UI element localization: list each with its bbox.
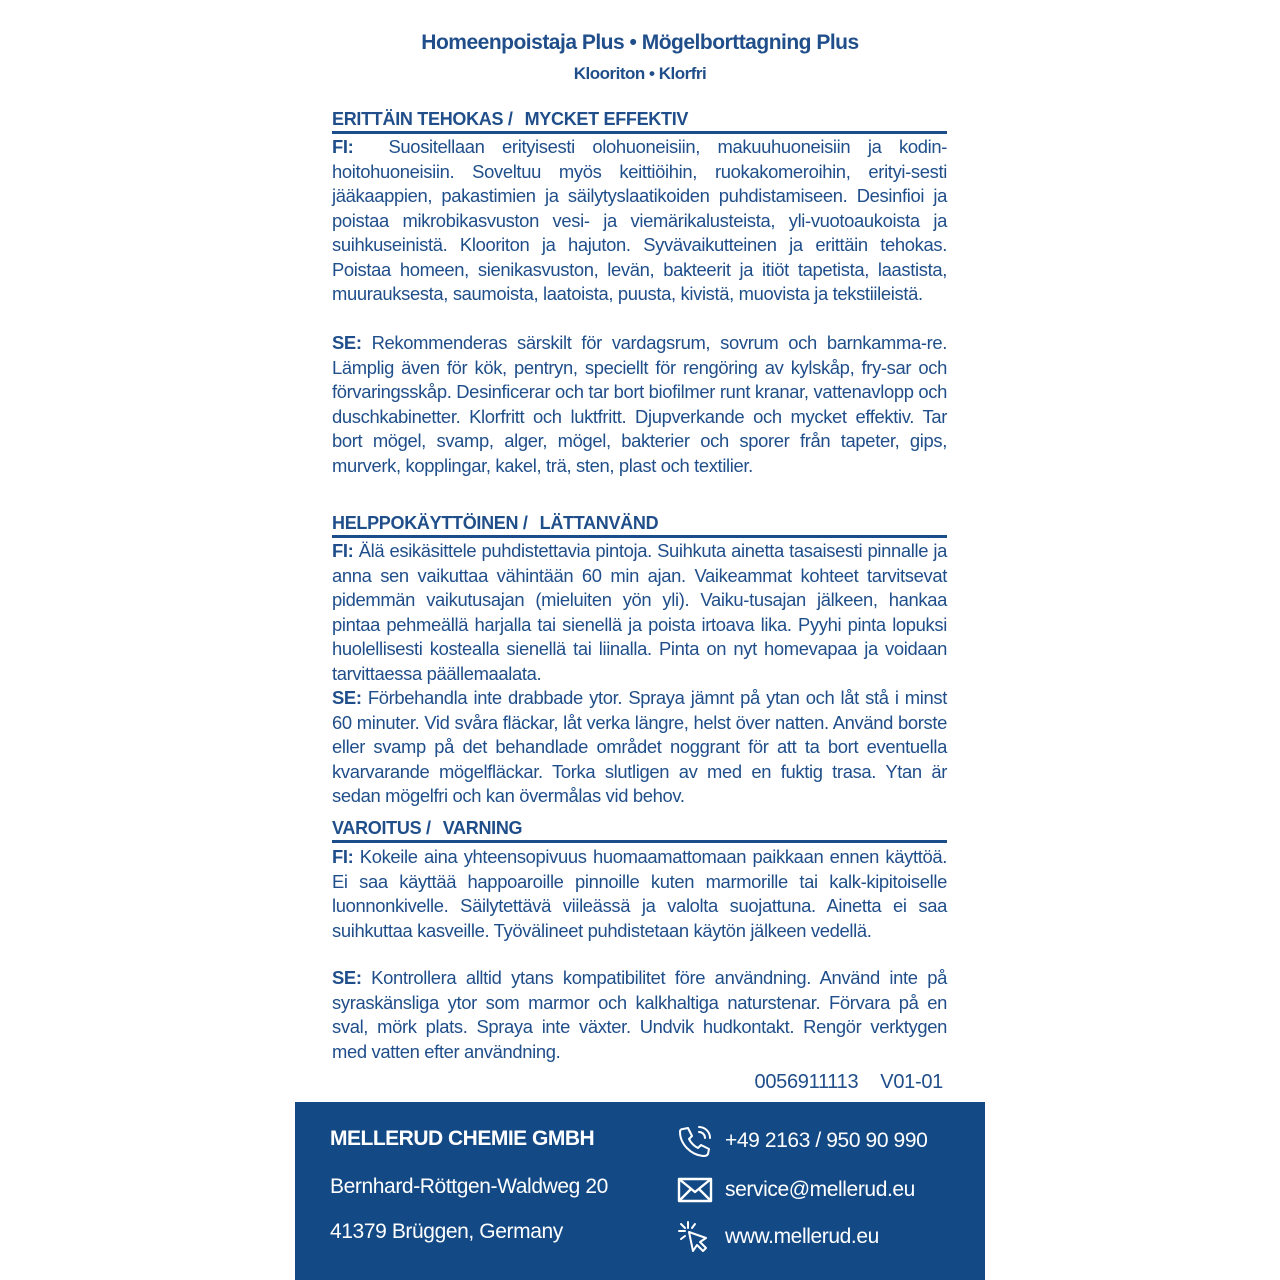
contact-email[interactable]: [677, 1173, 915, 1207]
website-url[interactable]: www.mellerud.eu: [725, 1225, 879, 1248]
text-se: Förbehandla inte drabbade ytor. Spraya jämnt på ytan och låt stå i minst 60 minuter. Vid svåra fläckar, låt verka längre, helst över natten. Använd borste eller svamp på det behandlade området noggrant för att ta bort eventuella kvarvarande mögelfläckar. Torka slutligen av med en fuktig trasa. Ytan är sedan mögelfri och kan övermålas vid behov.: [332, 687, 947, 806]
company-city: 41379 Brüggen, Germany: [330, 1220, 563, 1243]
text-se: Kontrollera alltid ytans kompatibilitet före användning. Använd inte på syraskänsliga ytor som marmor och kalkhaltiga naturstenar. Förvara på en sval, mörk plats. Spraya inte växter. Undvik hudkontakt. Rengör verktygen med vatten efter användning.: [332, 967, 947, 1062]
product-code: 0056911113: [754, 1071, 859, 1093]
product-title: Homeenpoistaja Plus • Mögelborttagning Plus: [421, 31, 859, 54]
section-heading-easy-use: [332, 511, 947, 538]
heading-fi: HELPPOKÄYTTÖINEN /: [332, 513, 528, 533]
section-heading-effective: [332, 107, 947, 134]
section-text-effective-se: [332, 331, 947, 478]
section-text-warning-fi: [332, 845, 947, 943]
contact-phone[interactable]: [677, 1124, 927, 1158]
section-text-warning-se: [332, 966, 947, 1064]
section-heading-warning: [332, 816, 947, 843]
text-se: Rekommenderas särskilt för vardagsrum, sovrum och barnkamma-re. Lämplig även för kök, pentryn, speciellt för rengöring av kylskåp, fry-sar och förvaringsskåp. Desinficerar och tar bort biofilmer runt kranar, vattenavlopp och duschkabinetter. Klorfritt och luktfritt. Djupverkande och mycket effektiv. Tar bort mögel, svamp, alger, mögel, bakterier och sporer från tapeter, gips, murverk, kopplingar, kakel, trä, sten, plast och textilier.: [332, 332, 948, 476]
lang-label-se: SE:: [332, 687, 362, 708]
product-subtitle: Klooriton • Klorfri: [573, 64, 707, 83]
envelope-icon: [677, 1173, 717, 1207]
lang-label-se: SE:: [332, 967, 362, 988]
heading-se: LÄTTANVÄND: [539, 513, 659, 533]
heading-fi: ERITTÄIN TEHOKAS /: [332, 109, 513, 129]
lang-label-fi: FI:: [332, 540, 354, 561]
section-text-effective-fi: [332, 135, 947, 307]
email-address[interactable]: service@mellerud.eu: [725, 1178, 915, 1201]
version-code: V01-01: [880, 1071, 943, 1093]
company-footer: [295, 1102, 985, 1280]
heading-se: VARNING: [442, 818, 523, 838]
heading-se: MYCKET EFFEKTIV: [524, 109, 689, 129]
company-name: MELLERUD CHEMIE GMBH: [330, 1127, 595, 1150]
company-street: Bernhard-Röttgen-Waldweg 20: [330, 1175, 608, 1198]
phone-icon: [677, 1124, 717, 1158]
lang-label-fi: FI:: [332, 846, 354, 867]
contact-website[interactable]: [677, 1220, 879, 1254]
lang-label-fi: FI:: [332, 136, 354, 157]
product-code-line: [600, 1071, 943, 1094]
section-text-easy-use-fi: [332, 539, 947, 686]
text-fi: Kokeile aina yhteensopivuus huomaamattomaan paikkaan ennen käyttöä. Ei saa käyttää happoaroille pinnoille kuten marmorille tai kalk-kipitoiselle luonnonkivelle. Säilytettävä viileässä ja valolta suojattuna. Ainetta ei saa suihkuttaa kasveille. Työvälineet puhdistetaan käytön jälkeen vedellä.: [332, 846, 948, 941]
heading-fi: VAROITUS /: [332, 818, 431, 838]
phone-number[interactable]: +49 2163 / 950 90 990: [725, 1129, 928, 1152]
text-fi: Suositellaan erityisesti olohuoneisiin, makuuhuoneisiin ja kodin-hoitohuoneisiin. Soveltuu myös keittiöihin, ruokakomeroihin, erityi-sesti jääkaappien, pakastimien ja säilytyslaatikoiden puhdistamiseen. Desinfioi ja poistaa mikrobikasvuston vesi- ja viemärikalusteista, yli-vuotoaukoista ja suihkuseinistä. Klooriton ja hajuton. Syvävaikutteinen ja erittäin tehokas. Poistaa homeen, sienikasvuston, levän, bakteerit ja itiöt tapetista, laastista, muurauksesta, saumoista, laatoista, puusta, kivistä, muovista ja tekstiileistä.: [332, 136, 947, 304]
lang-label-se: SE:: [332, 332, 362, 353]
text-fi: Älä esikäsittele puhdistettavia pintoja. Suihkuta ainetta tasaisesti pinnalle ja anna sen vaikuttaa vähintään 60 min ajan. Vaikeammat kohteet tarvitsevat pidemmän vaikutusajan (mieluiten yön yli). Vaiku-tusajan jälkeen, hankaa pintaa pehmeällä harjalla tai sienellä ja poista irtoava lika. Pyyhi pinta lopuksi huolellisesti kostealla sienellä tai liinalla. Pinta on nyt homevapaa ja voidaan tarvittaessa päällemaalata.: [332, 540, 947, 684]
section-text-easy-use-se: [332, 686, 947, 809]
cursor-click-icon: [677, 1220, 717, 1254]
